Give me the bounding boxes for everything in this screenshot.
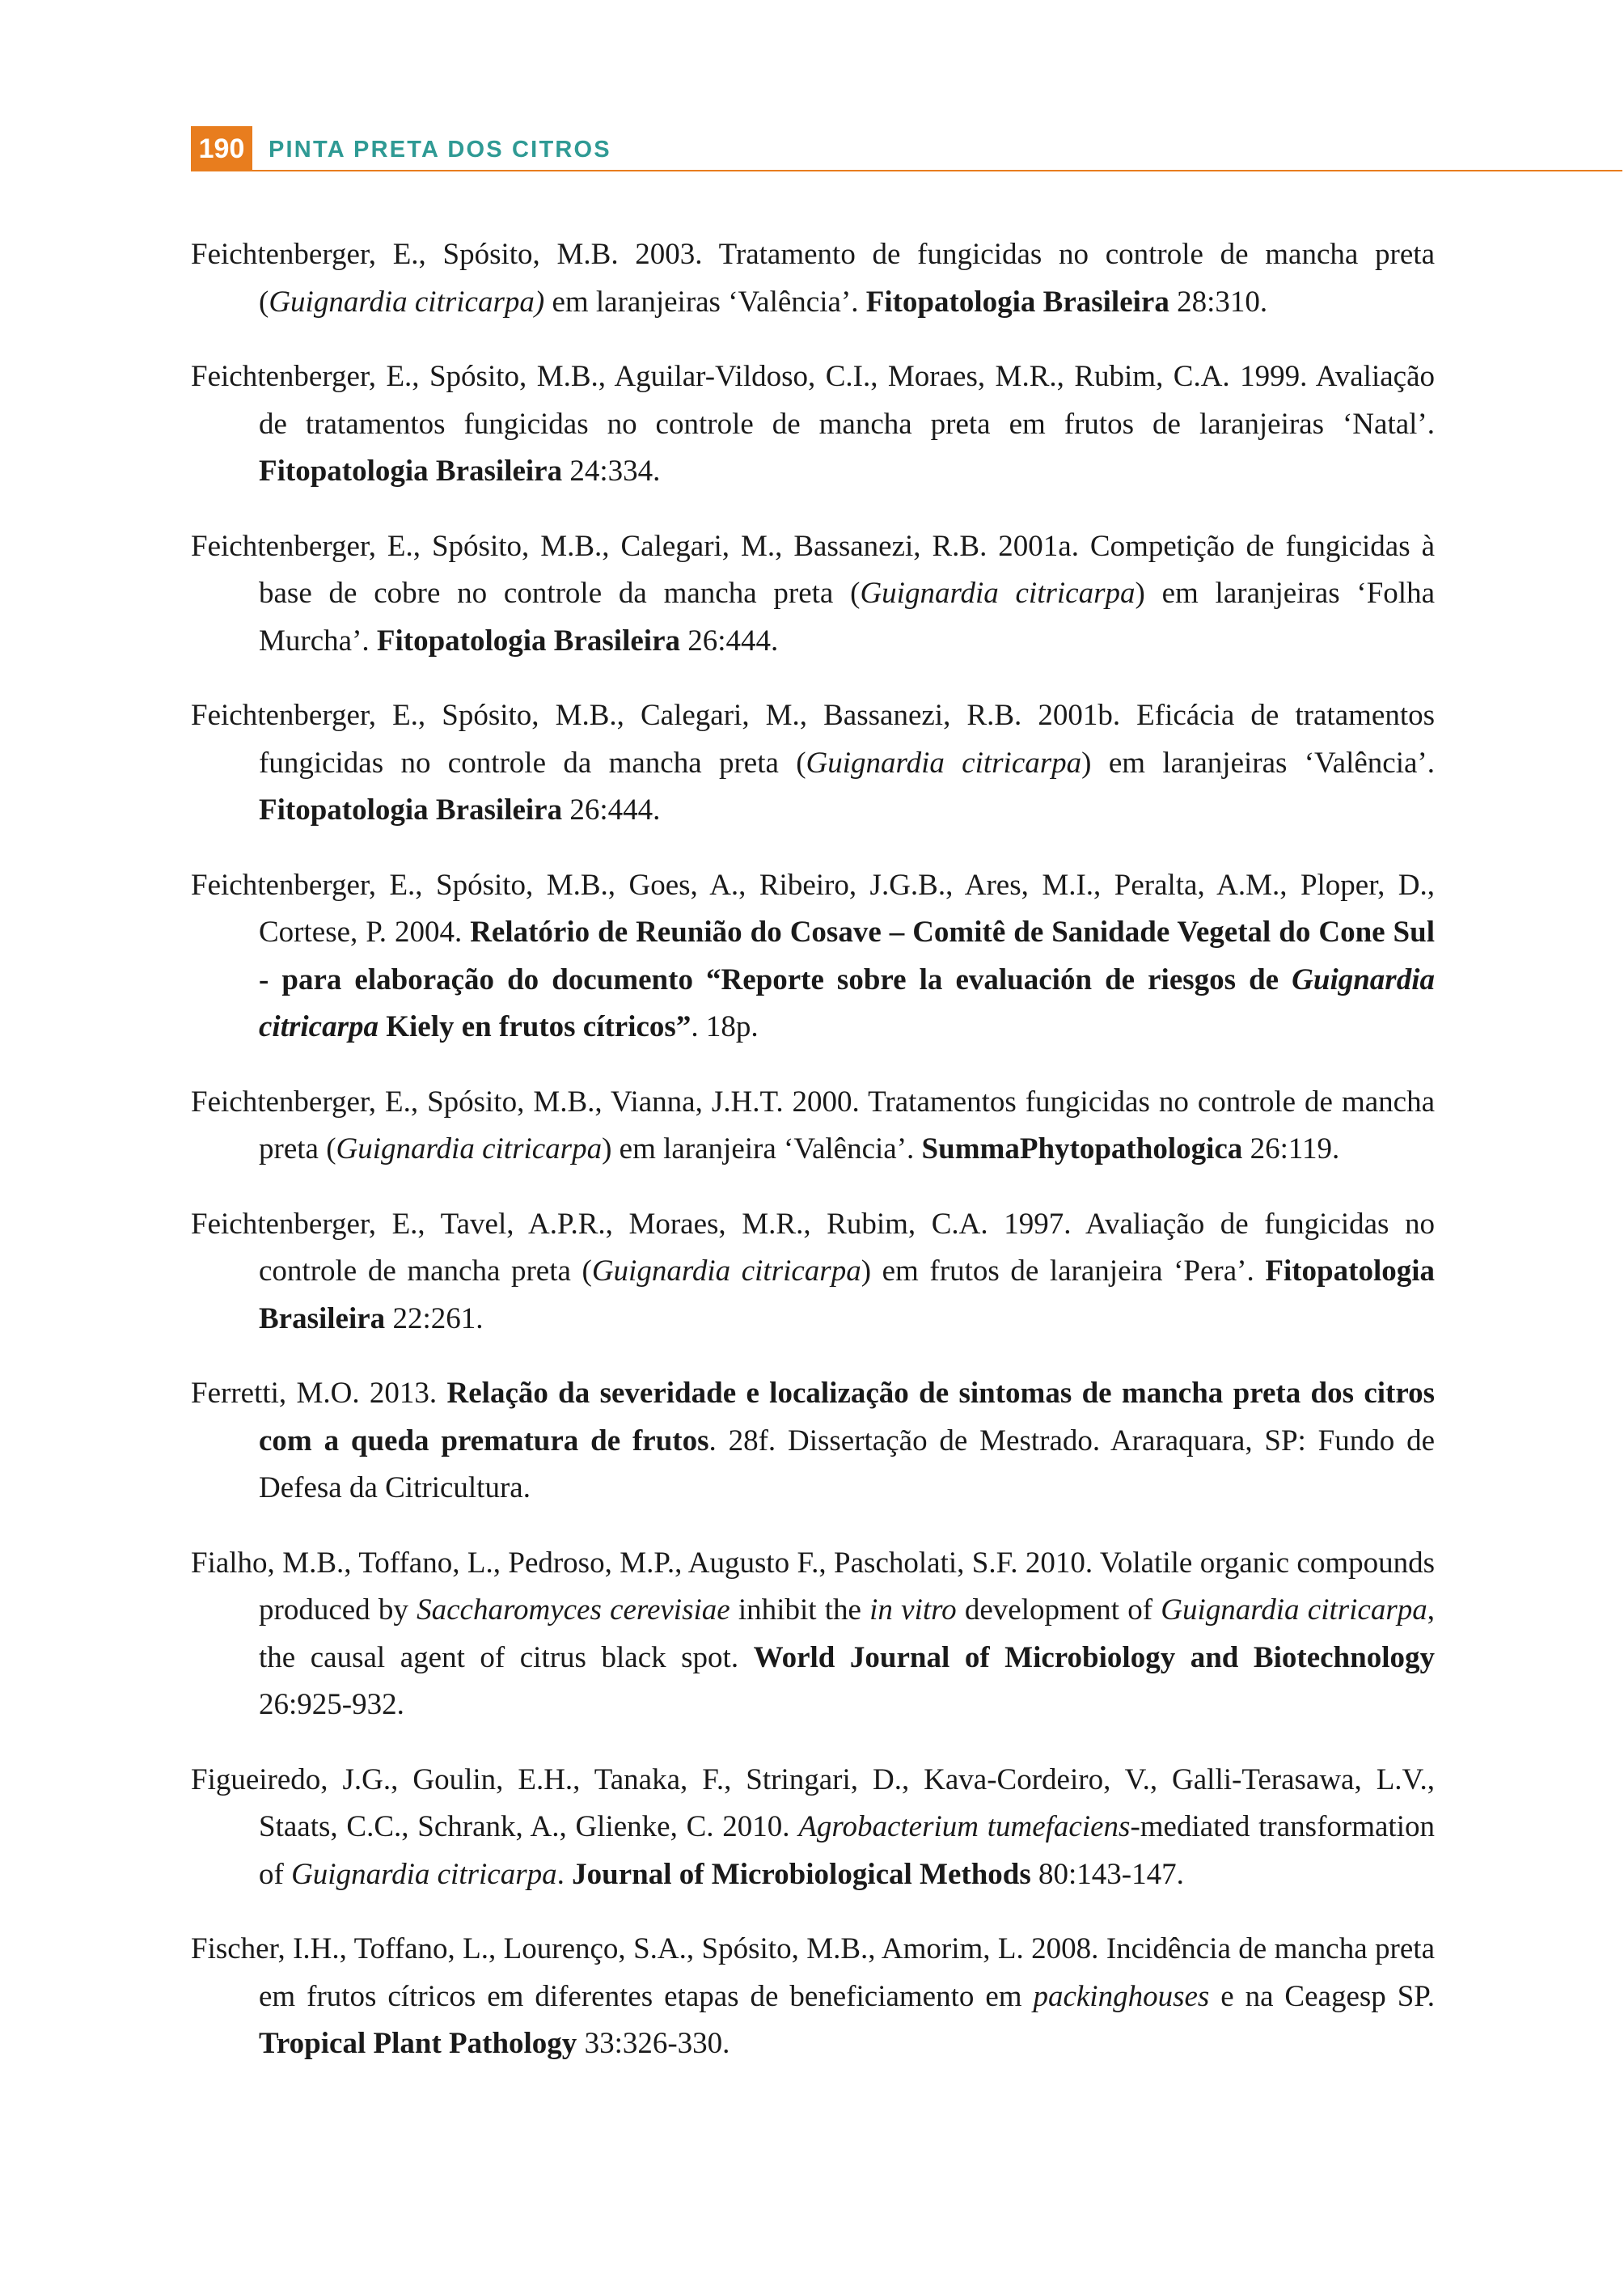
reference-text: 33:326-330. <box>577 2027 730 2060</box>
header-rule <box>252 170 1622 171</box>
running-title: PINTA PRETA DOS CITROS <box>269 137 611 163</box>
reference-text: , the causal agent of citrus black spot. <box>259 1593 1436 1674</box>
reference-text: Feichtenberger, E., Spósito, M.B., Aguilar-Vildoso, C.I., Moraes, M.R., Rubim, C.A. 1999. Avaliação de tratamentos fungicidas no controle de mancha preta em frutos de laranjeiras ‘Natal’. <box>191 360 1435 441</box>
reference-bold-text: Fitopatologia Brasileira <box>259 1254 1436 1335</box>
reference-bold-text: SummaPhytopathologica <box>921 1132 1243 1166</box>
reference-text: development of <box>956 1593 1161 1627</box>
reference-bold-text: Tropical Plant Pathology <box>259 2027 577 2060</box>
reference-entry <box>191 862 1435 1051</box>
reference-italic-text: Guignardia citricarpa <box>1161 1593 1427 1627</box>
reference-bold-text: Kiely en frutos cítricos” <box>378 1010 691 1043</box>
reference-text: ) em laranjeiras ‘Valência’. <box>1081 746 1436 780</box>
reference-entry <box>191 1201 1435 1343</box>
reference-bold-text: Relatório de Reunião do Cosave – Comitê de Sanidade Vegetal do Cone Sul - para elaboração do documento “Reporte sobre la evaluación de riesgos de <box>259 916 1435 996</box>
reference-text: ) em laranjeiras ‘Folha Murcha’. <box>259 577 1435 658</box>
reference-text: Feichtenberger, E., Spósito, M.B., Calegari, M., Bassanezi, R.B. 2001b. Eficácia de tratamentos fungicidas no controle da mancha preta ( <box>191 699 1435 780</box>
reference-italic-text: Guignardia citricarpa <box>591 1254 861 1288</box>
reference-text: inhibit the <box>730 1593 870 1627</box>
reference-entry <box>191 231 1435 326</box>
reference-bold-text: Fitopatologia Brasileira <box>865 285 1169 319</box>
reference-italic-text: Agrobacterium tumefaciens <box>798 1810 1131 1843</box>
reference-text: 26:119. <box>1242 1132 1340 1166</box>
reference-entry <box>191 1370 1435 1512</box>
reference-italic-text: packinghouses <box>1033 1979 1210 2013</box>
reference-text: 26:925-932. <box>259 1688 404 1721</box>
page-header <box>191 126 1624 171</box>
reference-bold-text: Guignardia citricarpa <box>259 962 1435 1043</box>
reference-text: 28:310. <box>1169 285 1268 319</box>
reference-text: 80:143-147. <box>1030 1857 1184 1891</box>
reference-italic-text: Saccharomyces cerevisiae <box>417 1593 730 1627</box>
reference-text: Feichtenberger, E., Spósito, M.B., Vianna, J.H.T. 2000. Tratamentos fungicidas no controle de mancha preta ( <box>191 1085 1435 1166</box>
reference-entry <box>191 523 1435 666</box>
reference-italic-text: Guignardia citricarpa <box>806 746 1082 780</box>
reference-list <box>191 231 1435 2096</box>
reference-text: Figueiredo, J.G., Goulin, E.H., Tanaka, F., Stringari, D., Kava-Cordeiro, V., Galli-Terasawa, L.V., Staats, C.C., Schrank, A., Glienke, C. 2010. <box>191 1762 1435 1843</box>
reference-text: Feichtenberger, E., Spósito, M.B., Goes, A., Ribeiro, J.G.B., Ares, M.I., Peralta, A.M., Ploper, D., Cortese, P. 2004. <box>191 868 1435 949</box>
reference-text: em laranjeiras ‘Valência’. <box>544 285 866 319</box>
reference-entry <box>191 1757 1435 1899</box>
reference-text: Fischer, I.H., Toffano, L., Lourenço, S.A., Spósito, M.B., Amorim, L. 2008. Incidência de mancha preta em frutos cítricos em diferentes etapas de beneficiamento em <box>191 1932 1435 2013</box>
reference-italic-text: in vitro <box>869 1593 957 1627</box>
reference-text: -mediated transformation of <box>259 1810 1435 1891</box>
reference-text: Ferretti, M.O. 2013. <box>191 1377 447 1410</box>
reference-entry <box>191 1926 1435 2068</box>
reference-italic-text: Guignardia citricarpa) <box>269 285 545 319</box>
reference-text: ) em frutos de laranjeira ‘Pera’. <box>861 1254 1266 1288</box>
reference-text: Feichtenberger, E., Spósito, M.B. 2003. Tratamento de fungicidas no controle de mancha preta ( <box>191 238 1435 319</box>
reference-text: . 18p. <box>691 1010 759 1043</box>
reference-text: Feichtenberger, E., Tavel, A.P.R., Moraes, M.R., Rubim, C.A. 1997. Avaliação de fungicidas no controle de mancha preta ( <box>191 1207 1435 1288</box>
reference-text: ) em laranjeira ‘Valência’. <box>602 1132 922 1166</box>
reference-text: Fialho, M.B., Toffano, L., Pedroso, M.P., Augusto F., Pascholati, S.F. 2010. Volatile organic compounds produced by <box>191 1546 1435 1627</box>
page-number: 190 <box>191 126 252 171</box>
reference-entry <box>191 353 1435 496</box>
reference-text: Feichtenberger, E., Spósito, M.B., Calegari, M., Bassanezi, R.B. 2001a. Competição de fungicidas à base de cobre no controle da mancha preta ( <box>191 529 1435 610</box>
reference-entry <box>191 692 1435 835</box>
reference-text: . <box>556 1857 573 1891</box>
reference-text: 24:334. <box>562 455 661 488</box>
reference-bold-text: Relação da severidade e localização de sintomas de mancha preta dos citros com a queda prematura de frutos <box>259 1377 1435 1457</box>
reference-italic-text: Guignardia citricarpa <box>336 1132 603 1166</box>
reference-text: . 28f. Dissertação de Mestrado. Araraquara, SP: Fundo de Defesa da Citricultura. <box>259 1424 1435 1504</box>
reference-bold-text: Fitopatologia Brasileira <box>376 624 680 658</box>
reference-entry <box>191 1540 1435 1729</box>
reference-italic-text: Guignardia citricarpa <box>860 577 1136 610</box>
reference-text: 22:261. <box>385 1301 484 1335</box>
reference-text: 26:444. <box>562 793 661 827</box>
reference-text: 26:444. <box>680 624 779 658</box>
reference-entry <box>191 1079 1435 1174</box>
reference-text: e na Ceagesp SP. <box>1209 1979 1436 2013</box>
reference-bold-text: Journal of Microbiological Methods <box>572 1857 1031 1891</box>
reference-bold-text: Fitopatologia Brasileira <box>259 793 563 827</box>
reference-italic-text: Guignardia citricarpa <box>291 1857 557 1891</box>
reference-bold-text: World Journal of Microbiology and Biotechnology <box>753 1640 1435 1674</box>
reference-bold-text: Fitopatologia Brasileira <box>259 455 563 488</box>
